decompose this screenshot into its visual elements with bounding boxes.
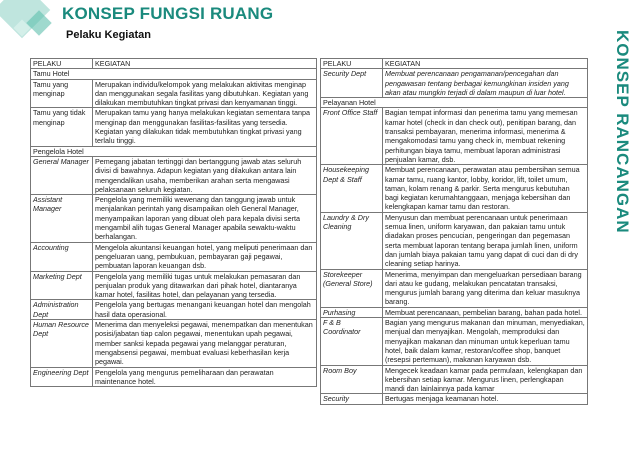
cell-kegiatan: Menerima dan menyeleksi pegawai, menempatkan dan menentukan posisi/jabatan tiap calon pegawai, menentukan upah pegawai, member sanksi kepada pegawai yang melanggar peraturan, mengabsensi pegawai, membuat evaluasi keberhasilan kerja pegawai. <box>93 320 317 367</box>
cell-pelaku: Tamu yang tidak menginap <box>31 108 93 146</box>
header-pelaku: PELAKU <box>31 59 93 69</box>
section-label: Tamu Hotel <box>31 69 317 79</box>
table-row <box>31 320 317 367</box>
table-row <box>31 156 317 194</box>
cell-pelaku: Engineering Dept <box>31 367 93 387</box>
cell-pelaku: Front Office Staff <box>321 108 383 165</box>
table-row <box>321 108 588 165</box>
cell-kegiatan: Membuat perencanaan pengamanan/pencegahan dan pengawasan tentang berbagai kemungkinan insiden yang akan atau mungkin terjadi di dalam maupun di luar hotel. <box>383 69 588 98</box>
table-row <box>31 242 317 271</box>
table-row <box>321 165 588 212</box>
cell-kegiatan: Menerima, menyimpan dan mengeluarkan persediaan barang dari atau ke gudang, melakukan pencatatan transaksi, mengurus jumlah barang yang diterima dan keluar masuknya barang. <box>383 269 588 307</box>
table-header-row <box>321 59 588 69</box>
cell-pelaku: Accounting <box>31 242 93 271</box>
left-table <box>30 58 317 387</box>
cell-pelaku: Storekeeper (General Store) <box>321 269 383 307</box>
section-label: Pengelola Hotel <box>31 146 317 156</box>
cell-pelaku: Room Boy <box>321 365 383 394</box>
table-header-row <box>31 59 317 69</box>
cell-kegiatan: Pengelola yang bertugas menangani keuangan hotel dan mengolah hasil data operasional. <box>93 300 317 320</box>
cell-kegiatan: Menyusun dan membuat perencanaan untuk penerimaan semua linen, uniform karyawan, dan pakaian tamu untuk diadakan proses pencucian, pengeringan dan pegemasan serta membuat laporan tentang berapa jumlah linen, uniform dan jumlah biaya pakaian tamu yang dapat di cuci dan di dry cleaning setiap harinya. <box>383 212 588 269</box>
cell-pelaku: Security <box>321 394 383 404</box>
table-row <box>31 300 317 320</box>
header-kegiatan: KEGIATAN <box>93 59 317 69</box>
header <box>0 0 638 48</box>
page-subtitle: Pelaku Kegiatan <box>66 29 151 41</box>
cell-kegiatan: Pemegang jabatan tertinggi dan bertanggung jawab atas seluruh divisi di bawahnya. Adapun kegiatan yang dilakukan antara lain mengendalikan usaha, memberikan arahan serta mengawasi pelaksanaan seluruh kegiatan. <box>93 156 317 194</box>
cell-kegiatan: Merupakan tamu yang hanya melakukan kegiatan sementara tanpa menginap dan menggunakan fasilitas-fasilitas yang tersedia. Kegiatan yang dilakukan tidak membutuhkan tingkat privasi yang terlalu tinggi. <box>93 108 317 146</box>
cell-pelaku: Administration Dept <box>31 300 93 320</box>
section-row <box>31 146 317 156</box>
cell-kegiatan: Bagian tempat informasi dan penerima tamu yang memesan kamar hotel (check in dan check out), penitipan barang, dan transaksi pembayaran, menerima informasi, menerima & mengakomodasi tamu yang check in, membuat rekening perhitungan biaya tamu, membuat laporan administrasi penjualan kamar, dsb. <box>383 108 588 165</box>
section-row <box>31 69 317 79</box>
cell-pelaku: Assistant Manager <box>31 195 93 242</box>
cell-kegiatan: Bagian yang mengurus makanan dan minuman, menyediakan, menjual dan menyajikan. Mengolah, memproduksi dan menyajikan makanan dan minuman untuk keperluan tamu hotel, baik dalam kamar, restoran/coffee shop, banquet (resepsi pertemuan), makanan karyawan dsb. <box>383 318 588 365</box>
table-row <box>31 367 317 387</box>
table-row <box>31 195 317 242</box>
table-row <box>31 271 317 300</box>
cell-kegiatan: Mengecek keadaan kamar pada permulaan, kelengkapan dan kebersihan setiap kamar. Mengurus linen, perlengkapan mandi dan lainlainnya pada kamar <box>383 365 588 394</box>
table-row <box>31 79 317 108</box>
cell-kegiatan: Bertugas menjaga keamanan hotel. <box>383 394 588 404</box>
section-row <box>321 98 588 108</box>
cell-pelaku: Laundry & Dry Cleaning <box>321 212 383 269</box>
table-row <box>31 108 317 146</box>
cell-pelaku: Housekeeping Dept & Staff <box>321 165 383 212</box>
cell-pelaku: General Manager <box>31 156 93 194</box>
page-title: KONSEP FUNGSI RUANG <box>62 4 274 23</box>
table-row <box>321 394 588 404</box>
table-row <box>321 307 588 317</box>
table-row <box>321 69 588 98</box>
table-row <box>321 365 588 394</box>
header-pelaku: PELAKU <box>321 59 383 69</box>
cell-pelaku: Human Resource Dept <box>31 320 93 367</box>
cell-kegiatan: Merupakan individu/kelompok yang melakukan aktivitas menginap dan menggunakan segala fasilitas yang dibutuhkan. Kegiatan yang dilakukan membutuhkan tingkat privasi dan kenyamanan tinggi. <box>93 79 317 108</box>
cell-kegiatan: Mengelola akuntansi keuangan hotel, yang meliputi penerimaan dan pengeluaran uang, pembukuan, pembayaran gaji pegawai, pembuatan laporan keuangan dsb. <box>93 242 317 271</box>
cell-kegiatan: Pengelola yang memiliki tugas untuk melakukan pemasaran dan penjualan produk yang ditawarkan dari pihak hotel, diantaranya kamar hotel, fasilitas hotel, dan pelayanan yang tersedia. <box>93 271 317 300</box>
table-row <box>321 318 588 365</box>
decorative-shapes <box>0 0 60 50</box>
side-title: KONSEP RANCANGAN <box>613 30 632 234</box>
table-row <box>321 269 588 307</box>
cell-kegiatan: Pengelola yang mengurus pemeliharaan dan perawatan maintenance hotel. <box>93 367 317 387</box>
section-label: Pelayanan Hotel <box>321 98 588 108</box>
cell-pelaku: Security Dept <box>321 69 383 98</box>
cell-pelaku: Purhasing <box>321 307 383 317</box>
cell-kegiatan: Membuat perencanaan, pembelian barang, bahan pada hotel. <box>383 307 588 317</box>
right-table <box>320 58 588 405</box>
cell-kegiatan: Membuat perencanaan, perawatan atau pembersihan semua kamar tamu, ruang kantor, lobby, koridor, lift, toilet umum, taman, kolam renang & parkir. Serta mengurus kebutuhan bagi kegiatan kerumahtanggaan, menjaga kebersihan dan kelengkapan kamar tamu dan restoran. <box>383 165 588 212</box>
table-row <box>321 212 588 269</box>
cell-pelaku: Marketing Dept <box>31 271 93 300</box>
cell-kegiatan: Pengelola yang memiliki wewenang dan tanggung jawab untuk menjalankan perintah yang disampaikan oleh General Manager, menyampaikan laporan yang dibuat oleh para kepala divisi serta mengambil alih tugas General Manager apabila sewaktu-waktu berhalangan. <box>93 195 317 242</box>
cell-pelaku: F & B Coordinator <box>321 318 383 365</box>
cell-pelaku: Tamu yang menginap <box>31 79 93 108</box>
header-kegiatan: KEGIATAN <box>383 59 588 69</box>
